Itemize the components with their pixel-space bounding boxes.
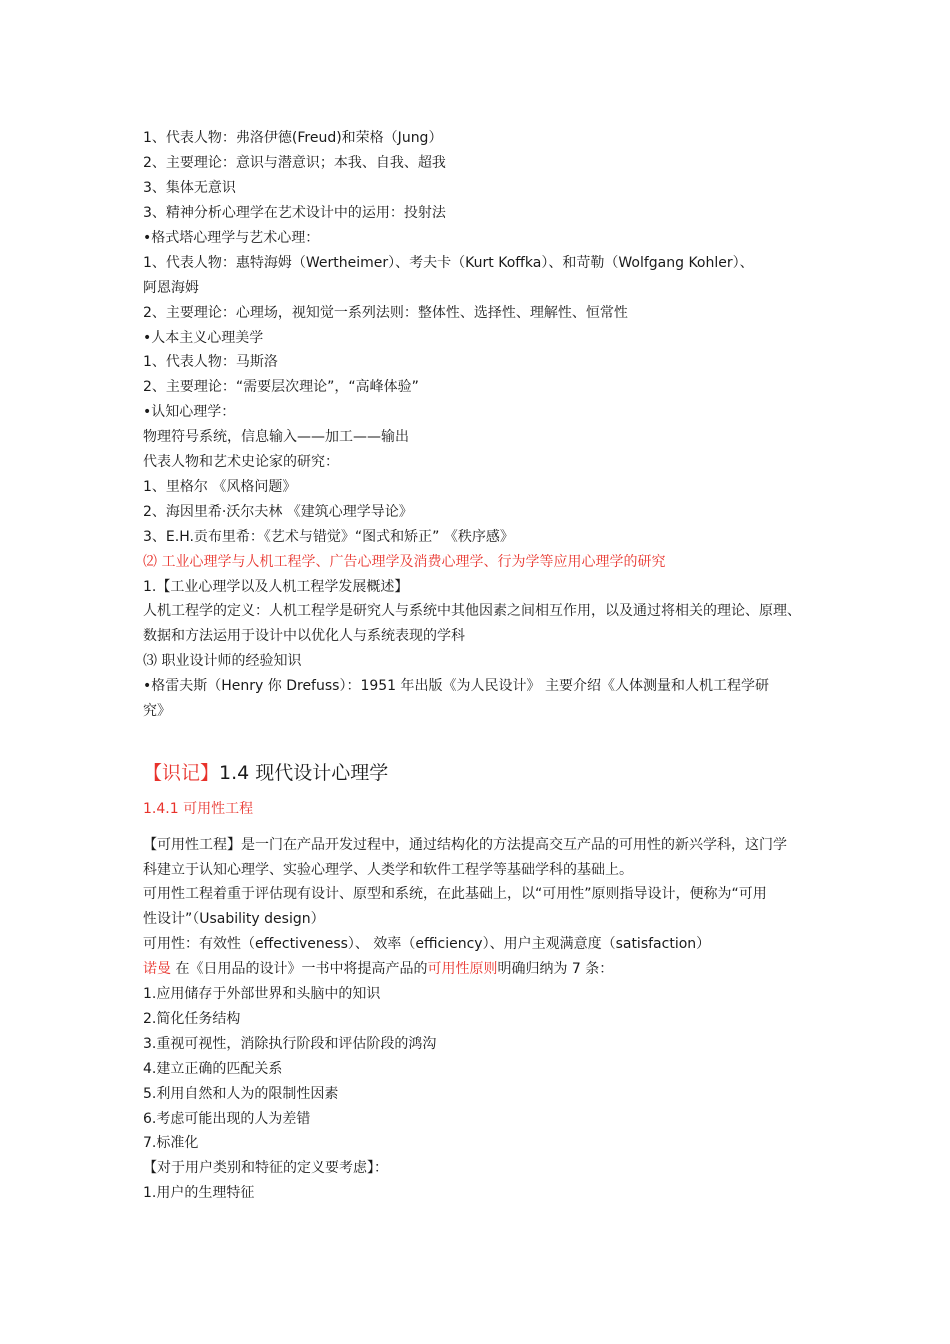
text-line: 究》 <box>143 703 171 719</box>
text-line: 科建立于认知心理学、实验心理学、人类学和软件工程学等基础学科的基础上。 <box>143 862 633 878</box>
text-line: 人机工程学的定义：人机工程学是研究人与系统中其他因素之间相互作用，以及通过将相关的理论、原理、 <box>143 603 801 619</box>
norman-text-2: 明确归纳为 7 条： <box>497 961 614 977</box>
text-line: 可用性工程着重于评估现有设计、原型和系统，在此基础上，以“可用性”原则指导设计，便称为“可用 <box>143 886 767 902</box>
heading-title: 1.4 现代设计心理学 <box>219 762 389 784</box>
text-line: 2、主要理论：心理场，视知觉一系列法则：整体性、选择性、理解性、恒常性 <box>143 305 628 321</box>
norman-line <box>143 959 613 979</box>
text-line: 数据和方法运用于设计中以优化人与系统表现的学科 <box>143 628 465 644</box>
list-item: 5.利用自然和人为的限制性因素 <box>143 1086 339 1102</box>
text-line: ⑶ 职业设计师的经验知识 <box>143 653 302 669</box>
text-line: 1.【工业心理学以及人机工程学发展概述】 <box>143 579 409 595</box>
text-line: 2、主要理论：“需要层次理论”，“高峰体验” <box>143 379 419 395</box>
text-line: 1、代表人物：马斯洛 <box>143 354 278 370</box>
text-line: 阿恩海姆 <box>143 280 199 296</box>
text-line: •格式塔心理学与艺术心理： <box>143 230 320 246</box>
text-line: 【可用性工程】是一门在产品开发过程中，通过结构化的方法提高交互产品的可用性的新兴学科，这门学 <box>143 837 787 853</box>
text-line: 物理符号系统，信息输入——加工——输出 <box>143 429 409 445</box>
text-line: 性设计”（Usability design） <box>143 911 325 927</box>
list-item: 1.应用储存于外部世界和头脑中的知识 <box>143 986 381 1002</box>
list-item: 4.建立正确的匹配关系 <box>143 1061 283 1077</box>
section-heading <box>143 760 388 786</box>
author-name: 诺曼 <box>143 961 171 977</box>
principle-highlight: 可用性原则 <box>427 961 498 977</box>
list-item: 3.重视可视性，消除执行阶段和评估阶段的鸿沟 <box>143 1036 437 1052</box>
text-line: 3、E.H.贡布里希：《艺术与错觉》“图式和矫正” 《秩序感》 <box>143 529 514 545</box>
text-line: 1、代表人物：弗洛伊德(Freud)和荣格（Jung） <box>143 130 443 146</box>
text-line: 【对于用户类别和特征的定义要考虑】： <box>143 1160 388 1176</box>
subsection-heading: 1.4.1 可用性工程 <box>143 801 254 817</box>
list-item: 1.用户的生理特征 <box>143 1185 255 1201</box>
heading-tag: 【识记】 <box>143 762 220 784</box>
text-line: 3、精神分析心理学在艺术设计中的运用：投射法 <box>143 205 446 221</box>
list-item: 7.标准化 <box>143 1135 199 1151</box>
text-line: 1、里格尔 《风格问题》 <box>143 479 297 495</box>
text-line-highlight: ⑵ 工业心理学与人机工程学、广告心理学及消费心理学、行为学等应用心理学的研究 <box>143 554 666 570</box>
text-line: 2、海因里希·沃尔夫林 《建筑心理学导论》 <box>143 504 413 520</box>
text-line: •格雷夫斯（Henry 你 Drefuss）：1951 年出版《为人民设计》 主要介绍《人体测量和人机工程学研 <box>143 678 769 694</box>
norman-text-1: 在《日用品的设计》一书中将提高产品的 <box>171 961 428 977</box>
list-item: 6.考虑可能出现的人为差错 <box>143 1111 311 1127</box>
text-line: 3、集体无意识 <box>143 180 236 196</box>
text-line: 可用性：有效性（effectiveness）、 效率（efficiency）、用户主观满意度（satisfaction） <box>143 936 711 952</box>
text-line: 2、主要理论：意识与潜意识；本我、自我、超我 <box>143 155 446 171</box>
text-line: •人本主义心理美学 <box>143 330 264 346</box>
text-line: 代表人物和艺术史论家的研究： <box>143 454 339 470</box>
list-item: 2.简化任务结构 <box>143 1011 241 1027</box>
text-line: •认知心理学： <box>143 404 236 420</box>
text-line: 1、代表人物：惠特海姆（Wertheimer）、考夫卡（Kurt Koffka）、和苛勒（Wolfgang Kohler）、 <box>143 255 754 271</box>
